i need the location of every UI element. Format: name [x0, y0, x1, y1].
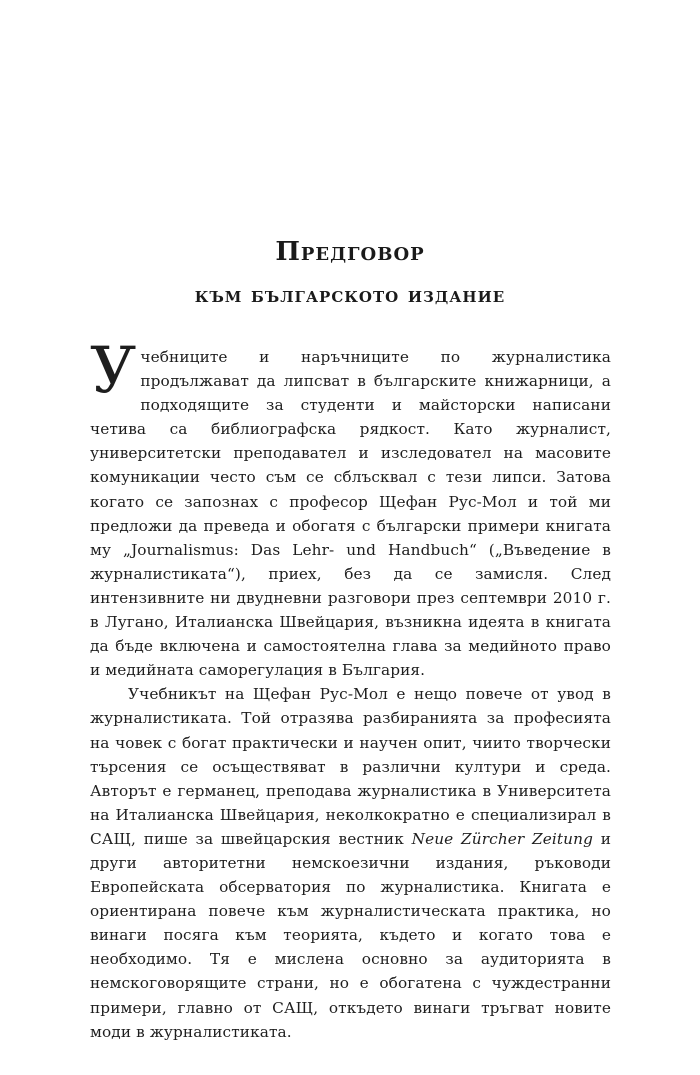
paragraph-1	[90, 334, 611, 682]
paragraph-2	[90, 682, 611, 1043]
body-text	[90, 334, 612, 1044]
paragraph-1-text: чебниците и наръчниците по журналистика продължават да липсват в българските книжарници, а подходящите за студенти и майсторски написани четива са библиографска рядкост. Като журналист, университетски преподавател и изследовател на масовите комуникации често съм се сблъсквал с тези липси. Затова когато се запознах с професор Щефан Рус-Мол и той ми предложи да преведа и обогатя с български примери книгата му „Journalismus: Das Lehr- und Handbuch“ („Въведение в журналистиката“), приех, без да се замисля. След интензивните ни двудневни разговори през септември 2010 г. в Лугано, Италианска Швейцария, възникна идеята в книгата да бъде включена и самостоятелна глава за медийното право и медийната саморегулация в България.	[90, 348, 611, 680]
drop-cap: У	[90, 334, 137, 408]
heading-title: Предговор	[275, 237, 425, 267]
newspaper-title: Neue Zürcher Zeitung	[411, 829, 593, 848]
heading-subtitle: към българското издание	[194, 282, 506, 308]
paragraph-2-text-start: Учебникът на Щефан Рус-Мол е нещо повече от увод в журналистиката. Той отразява разбиранията за професията на човек с богат практически и научен опит, чиито творчески търсения се осъществяват в различни култури и среда. Авторът е германец, преподава журналистика в Университета на Италианска Швейцария, неколкократно е специализирал в САЩ, пише за швейцарския вестник	[90, 685, 611, 848]
chapter-heading	[0, 234, 700, 312]
paragraph-2-text-end: и други авторитетни немскоезични издания, ръководи Европейската обсерватория по журналистика. Книгата е ориентирана повече към журналистическата практика, но винаги посяга към теорията, където и когато това е необходимо. Тя е мислена основно за аудиторията в немскоговорящите страни, но е обогатена с чуждестранни примери, главно от САЩ, откъдето винаги тръгват новите моди в журналистиката.	[90, 829, 612, 1041]
